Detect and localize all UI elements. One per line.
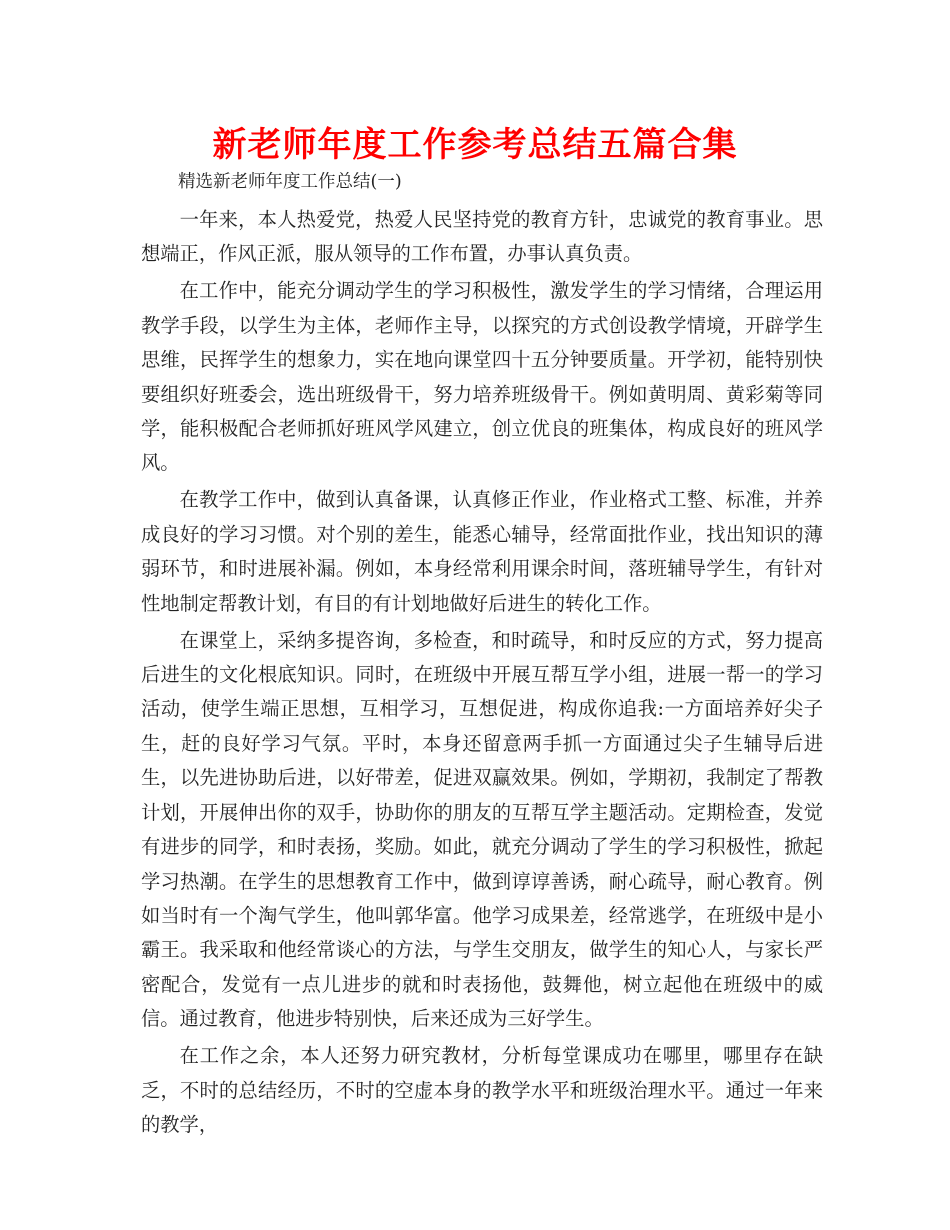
paragraph: 在工作之余，本人还努力研究教材，分析每堂课成功在哪里，哪里存在缺乏，不时的总结经历，不时的空虚本身的教学水平和班级治理水平。通过一年来的教学，: [141, 1044, 823, 1136]
paragraph: 在工作中，能充分调动学生的学习积极性，激发学生的学习情绪，合理运用教学手段，以学生为主体，老师作主导，以探究的方式创设教学情境，开辟学生思维，民挥学生的想象力，实在地向课堂四十五分钟要质量。开学初，能特别快要组织好班委会，选出班级骨干，努力培养班级骨干。例如黄明周、黄彩菊等同学，能积极配合老师抓好班风学风建立，创立优良的班集体，构成良好的班风学风。: [141, 279, 823, 475]
paragraph: 在教学工作中，做到认真备课，认真修正作业，作业格式工整、标准，并养成良好的学习习惯。对个别的差生，能悉心辅导，经常面批作业，找出知识的薄弱环节，和时进展补漏。例如，本身经常利用课余时间，落班辅导学生，有针对性地制定帮教计划，有目的有计划地做好后进生的转化工作。: [141, 488, 823, 615]
paragraph: 在课堂上，采纳多提咨询，多检查，和时疏导，和时反应的方式，努力提高后进生的文化根底知识。同时，在班级中开展互帮互学小组，进展一帮一的学习活动，使学生端正思想，互相学习，互想促进，构成你追我:一方面培养好尖子生，赶的良好学习气氛。平时，本身还留意两手抓一方面通过尖子生辅导后进生，以先进协助后进，以好带差，促进双赢效果。例如，学期初，我制定了帮教计划，开展伸出你的双手，协助你的朋友的互帮互学主题活动。定期检查，发觉有进步的同学，和时表扬，奖励。如此，就充分调动了学生的学习积极性，掀起学习热潮。在学生的思想教育工作中，做到谆谆善诱，耐心疏导，耐心教育。例如当时有一个淘气学生，他叫郭华富。他学习成果差，经常逃学，在班级中是小霸王。我采取和他经常谈心的方法，与学生交朋友，做学生的知心人，与家长严密配合，发觉有一点儿进步的就和时表扬他，鼓舞他，树立起他在班级中的威信。通过教育，他进步特别快，后来还成为三好学生。: [141, 628, 823, 1031]
document-title: 新老师年度工作参考总结五篇合集: [212, 125, 738, 165]
paragraph: 一年来，本人热爱党，热爱人民坚持党的教育方针，忠诚党的教育事业。思想端正，作风正派，服从领导的工作布置，办事认真负责。: [141, 208, 823, 266]
document-body: [141, 203, 823, 1145]
document-subtitle: 精选新老师年度工作总结(一): [178, 172, 402, 192]
